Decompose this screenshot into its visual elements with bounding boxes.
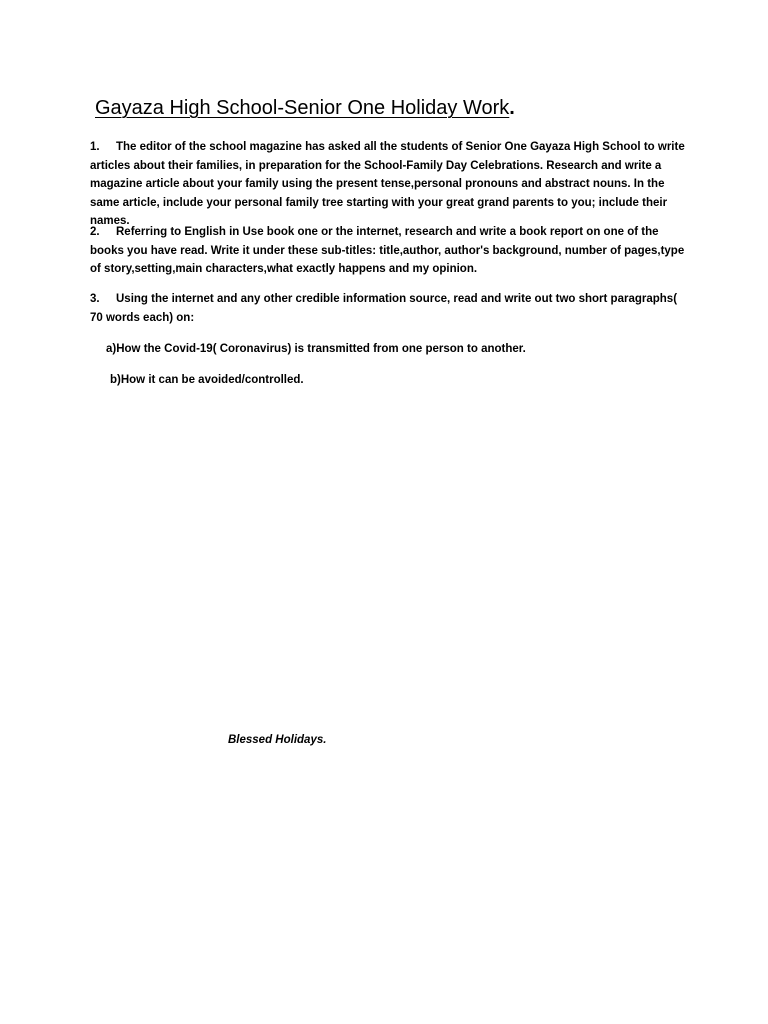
question-3: [90, 290, 690, 327]
question-2: [90, 223, 690, 279]
title-text: Gayaza High School-Senior One Holiday Work: [95, 97, 510, 119]
question-1-number: 1.: [90, 141, 100, 153]
document-title: [95, 95, 515, 121]
question-3-text: Using the internet and any other credible information source, read and write out two short paragraphs( 70 words each) on:: [90, 293, 678, 324]
question-1: [90, 138, 690, 231]
question-3-part-b: b)How it can be avoided/controlled.: [110, 374, 304, 386]
question-2-number: 2.: [90, 226, 100, 238]
question-2-text: Referring to English in Use book one or the internet, research and write a book report on one of the books you have read. Write it under these sub-titles: title,author, author's background, number of pages,type of story,setting,main characters,what exactly happens and my opinion.: [90, 226, 685, 275]
question-3-number: 3.: [90, 293, 100, 305]
closing-message: Blessed Holidays.: [228, 734, 327, 746]
question-1-text: The editor of the school magazine has asked all the students of Senior One Gayaza High School to write articles about their families, in preparation for the School-Family Day Celebrations. Research and write a magazine article about your family using the present tense,personal pronouns and abstract nouns. In the same article, include your personal family tree starting with your great grand parents to you; include their names.: [90, 141, 685, 227]
title-period: .: [509, 97, 515, 119]
question-3-part-a: a)How the Covid-19( Coronavirus) is transmitted from one person to another.: [106, 343, 526, 355]
